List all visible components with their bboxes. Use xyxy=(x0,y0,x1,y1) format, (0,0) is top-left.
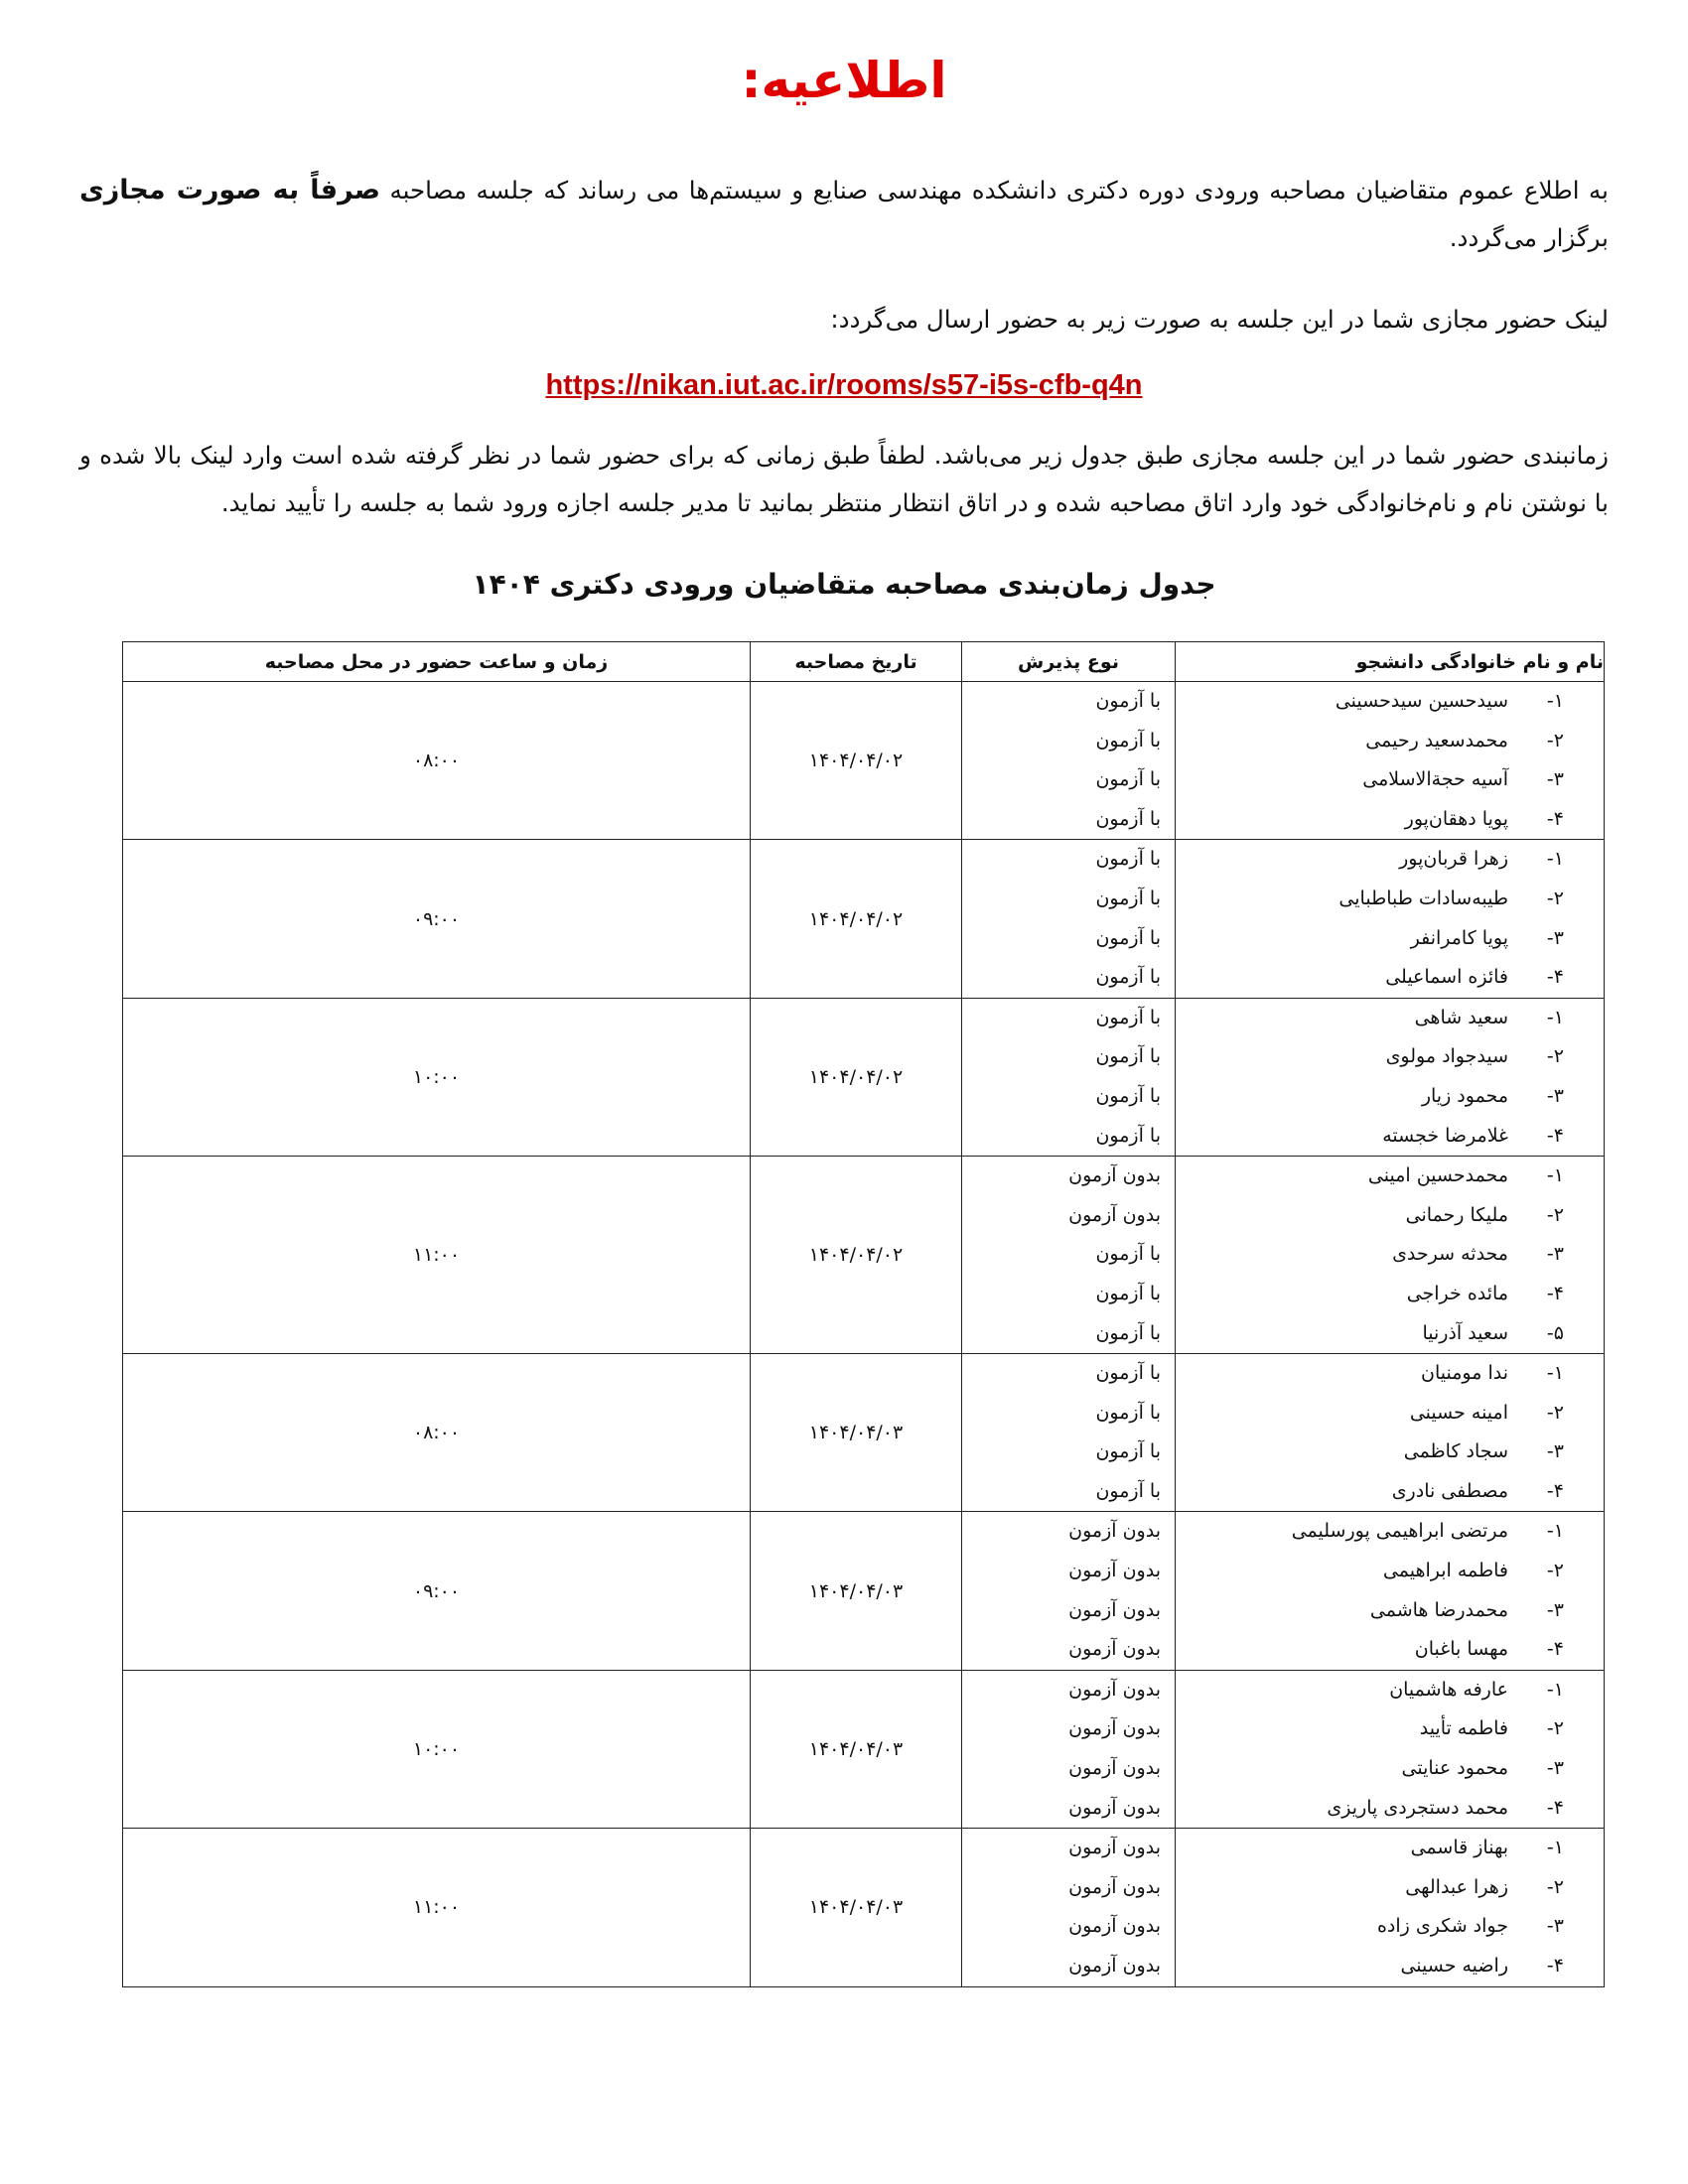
interview-date: ۱۴۰۴/۰۴/۰۲ xyxy=(751,998,962,1156)
table-row xyxy=(123,1157,1605,1354)
admission-type: با آزمون xyxy=(1095,1440,1161,1463)
interview-date: ۱۴۰۴/۰۴/۰۳ xyxy=(751,1670,962,1828)
student-name: مائده خراجی xyxy=(1406,1282,1508,1304)
student-name: جواد شکری زاده xyxy=(1376,1915,1508,1938)
admission-type: بدون آزمون xyxy=(1068,1164,1161,1187)
student-name: ملیکا رحمانی xyxy=(1405,1203,1508,1226)
student-number: ۱- xyxy=(1546,848,1564,871)
link-intro-paragraph: لینک حضور مجازی شما در این جلسه به صورت زیر به حضور ارسال می‌گردد: xyxy=(830,305,1609,334)
admission-types-cell xyxy=(962,1157,1176,1354)
student-entry xyxy=(1176,1630,1604,1670)
interview-date: ۱۴۰۴/۰۴/۰۲ xyxy=(751,1157,962,1354)
admission-type: با آزمون xyxy=(1095,926,1161,949)
admission-type: بدون آزمون xyxy=(1068,1757,1161,1780)
table-row xyxy=(123,682,1605,840)
student-name: سیدحسین سیدحسینی xyxy=(1335,690,1508,712)
notice-title: اطلاعیه: xyxy=(741,52,947,109)
student-entry xyxy=(1176,1275,1604,1314)
admission-types-cell xyxy=(962,1512,1176,1670)
interview-time: ۰۸:۰۰ xyxy=(123,682,751,840)
intro-emphasis: صرفاً به صورت مجازی xyxy=(79,175,380,205)
admission-type: با آزمون xyxy=(1095,1321,1161,1344)
student-number: ۴- xyxy=(1546,1282,1564,1304)
student-number: ۱- xyxy=(1546,1362,1564,1385)
admission-type: با آزمون xyxy=(1095,1243,1161,1266)
student-entry xyxy=(1176,840,1604,880)
student-name: محمدسعید رحیمی xyxy=(1365,729,1508,751)
student-number: ۳- xyxy=(1546,1598,1564,1621)
student-entry xyxy=(1176,1394,1604,1433)
student-name: مهسا باغبان xyxy=(1414,1638,1508,1661)
student-entry xyxy=(1176,1947,1604,1986)
student-entry xyxy=(1176,800,1604,840)
interview-date: ۱۴۰۴/۰۴/۰۳ xyxy=(751,1512,962,1670)
table-body xyxy=(123,682,1605,1987)
admission-type: بدون آزمون xyxy=(1068,1560,1161,1582)
student-name: فاطمه تأیید xyxy=(1419,1717,1508,1740)
student-entry xyxy=(1176,1037,1604,1077)
interview-time: ۱۱:۰۰ xyxy=(123,1829,751,1986)
student-entry xyxy=(1176,1157,1604,1196)
student-number: ۳- xyxy=(1546,768,1564,791)
student-number: ۲- xyxy=(1546,1560,1564,1582)
interview-date: ۱۴۰۴/۰۴/۰۳ xyxy=(751,1354,962,1512)
student-number: ۴- xyxy=(1546,1124,1564,1147)
admission-type: با آزمون xyxy=(1095,807,1161,830)
interview-time: ۱۰:۰۰ xyxy=(123,1670,751,1828)
interview-date: ۱۴۰۴/۰۴/۰۲ xyxy=(751,840,962,998)
student-number: ۱- xyxy=(1546,1006,1564,1028)
interview-time: ۰۹:۰۰ xyxy=(123,840,751,998)
admission-type: با آزمون xyxy=(1095,1401,1161,1424)
student-names-cell xyxy=(1176,682,1605,840)
student-entry xyxy=(1176,919,1604,959)
student-name: زهرا عبدالهی xyxy=(1405,1875,1508,1898)
admission-type: بدون آزمون xyxy=(1068,1520,1161,1543)
student-entry xyxy=(1176,999,1604,1038)
schedule-table-title: جدول زمان‌بندی مصاحبه متقاضیان ورودی دکتری ۱۴۰۴ xyxy=(472,568,1216,601)
student-number: ۲- xyxy=(1546,887,1564,909)
student-entry xyxy=(1176,1433,1604,1472)
student-names-cell xyxy=(1176,840,1605,998)
student-entry xyxy=(1176,722,1604,761)
student-names-cell xyxy=(1176,1829,1605,1986)
student-entry xyxy=(1176,1552,1604,1591)
student-entry xyxy=(1176,1196,1604,1236)
student-name: محمدرضا هاشمی xyxy=(1369,1598,1508,1621)
admission-types-cell xyxy=(962,840,1176,998)
student-name: راضیه حسینی xyxy=(1400,1955,1508,1977)
admission-type: با آزمون xyxy=(1095,768,1161,791)
student-names-cell xyxy=(1176,1157,1605,1354)
admission-type: بدون آزمون xyxy=(1068,1717,1161,1740)
student-number: ۱- xyxy=(1546,690,1564,712)
student-entry xyxy=(1176,1117,1604,1157)
student-names-cell xyxy=(1176,998,1605,1156)
admission-type: با آزمون xyxy=(1095,1282,1161,1304)
student-number: ۱- xyxy=(1546,1837,1564,1859)
student-entry xyxy=(1176,1671,1604,1710)
header-interview-time: زمان و ساعت حضور در محل مصاحبه xyxy=(123,642,751,682)
student-number: ۳- xyxy=(1546,1084,1564,1107)
table-row xyxy=(123,840,1605,998)
table-row xyxy=(123,1512,1605,1670)
intro-text-start: به اطلاع عموم متقاضیان مصاحبه ورودی دوره دکتری دانشکده مهندسی صنایع و سیستم‌ها می رساند که جلسه مصاحبه xyxy=(379,176,1609,205)
table-row xyxy=(123,1829,1605,1986)
student-names-cell xyxy=(1176,1354,1605,1512)
student-number: ۳- xyxy=(1546,1915,1564,1938)
student-name: محمود عنایتی xyxy=(1401,1757,1508,1780)
student-number: ۴- xyxy=(1546,1638,1564,1661)
student-name: مصطفی نادری xyxy=(1391,1479,1508,1502)
student-name: محمود زیار xyxy=(1421,1084,1508,1107)
student-entry xyxy=(1176,1591,1604,1631)
student-number: ۴- xyxy=(1546,807,1564,830)
student-name: امینه حسینی xyxy=(1409,1401,1508,1424)
student-number: ۳- xyxy=(1546,926,1564,949)
student-number: ۱- xyxy=(1546,1164,1564,1187)
intro-text-end: برگزار می‌گردد. xyxy=(1449,223,1609,252)
interview-date: ۱۴۰۴/۰۴/۰۲ xyxy=(751,682,962,840)
admission-type: بدون آزمون xyxy=(1068,1638,1161,1661)
admission-types-cell xyxy=(962,682,1176,840)
meeting-link[interactable]: https://nikan.iut.ac.ir/rooms/s57-i5s-cfb-q4n xyxy=(545,369,1143,401)
admission-type: بدون آزمون xyxy=(1068,1955,1161,1977)
interview-time: ۱۰:۰۰ xyxy=(123,998,751,1156)
student-number: ۲- xyxy=(1546,1875,1564,1898)
table-row xyxy=(123,1670,1605,1828)
student-number: ۴- xyxy=(1546,1955,1564,1977)
admission-types-cell xyxy=(962,998,1176,1156)
admission-type: بدون آزمون xyxy=(1068,1598,1161,1621)
admission-type: با آزمون xyxy=(1095,848,1161,871)
table-row xyxy=(123,1354,1605,1512)
student-name: محمد دستجردی پاریزی xyxy=(1327,1796,1508,1819)
student-names-cell xyxy=(1176,1512,1605,1670)
admission-types-cell xyxy=(962,1354,1176,1512)
student-name: فاطمه ابراهیمی xyxy=(1382,1560,1508,1582)
student-entry xyxy=(1176,1354,1604,1394)
student-number: ۲- xyxy=(1546,729,1564,751)
student-entry xyxy=(1176,1709,1604,1749)
admission-type: با آزمون xyxy=(1095,966,1161,989)
student-entry xyxy=(1176,958,1604,998)
student-number: ۴- xyxy=(1546,1796,1564,1819)
admission-type: بدون آزمون xyxy=(1068,1915,1161,1938)
student-number: ۲- xyxy=(1546,1045,1564,1068)
admission-type: با آزمون xyxy=(1095,1479,1161,1502)
student-entry xyxy=(1176,1868,1604,1908)
interview-time: ۰۸:۰۰ xyxy=(123,1354,751,1512)
table-row xyxy=(123,998,1605,1156)
admission-type: بدون آزمون xyxy=(1068,1796,1161,1819)
admission-type: با آزمون xyxy=(1095,1045,1161,1068)
admission-type: با آزمون xyxy=(1095,1124,1161,1147)
table-header-row xyxy=(123,642,1605,682)
student-name: ندا مومنیان xyxy=(1421,1362,1508,1385)
admission-types-cell xyxy=(962,1829,1176,1986)
student-name: غلامرضا خجسته xyxy=(1382,1124,1508,1147)
student-number: ۳- xyxy=(1546,1440,1564,1463)
admission-type: بدون آزمون xyxy=(1068,1837,1161,1859)
admission-type: بدون آزمون xyxy=(1068,1678,1161,1701)
student-entry xyxy=(1176,1314,1604,1354)
student-names-cell xyxy=(1176,1670,1605,1828)
student-entry xyxy=(1176,1907,1604,1947)
header-interview-date: تاریخ مصاحبه xyxy=(751,642,962,682)
student-number: ۴- xyxy=(1546,966,1564,989)
student-name: سیدجواد مولوی xyxy=(1385,1045,1508,1068)
student-entry xyxy=(1176,760,1604,800)
admission-type: بدون آزمون xyxy=(1068,1875,1161,1898)
student-number: ۲- xyxy=(1546,1401,1564,1424)
admission-type: با آزمون xyxy=(1095,729,1161,751)
student-entry xyxy=(1176,1235,1604,1275)
interview-time: ۰۹:۰۰ xyxy=(123,1512,751,1670)
interview-time: ۱۱:۰۰ xyxy=(123,1157,751,1354)
student-number: ۲- xyxy=(1546,1203,1564,1226)
admission-type: با آزمون xyxy=(1095,1084,1161,1107)
student-name: مرتضی ابراهیمی پورسلیمی xyxy=(1291,1520,1508,1543)
interview-date: ۱۴۰۴/۰۴/۰۳ xyxy=(751,1829,962,1986)
student-entry xyxy=(1176,1472,1604,1512)
student-entry xyxy=(1176,1077,1604,1117)
admission-type: با آزمون xyxy=(1095,690,1161,712)
student-name: سعید شاهی xyxy=(1414,1006,1508,1028)
student-entry xyxy=(1176,880,1604,919)
student-name: محدثه سرحدی xyxy=(1392,1243,1508,1266)
student-number: ۵- xyxy=(1546,1321,1564,1344)
student-entry xyxy=(1176,1789,1604,1829)
student-entry xyxy=(1176,682,1604,722)
student-entry xyxy=(1176,1749,1604,1789)
student-number: ۳- xyxy=(1546,1757,1564,1780)
student-entry xyxy=(1176,1829,1604,1868)
student-number: ۱- xyxy=(1546,1678,1564,1701)
admission-types-cell xyxy=(962,1670,1176,1828)
student-name: سعید آذرنیا xyxy=(1422,1321,1508,1344)
student-name: زهرا قربان‌پور xyxy=(1399,848,1508,871)
student-name: آسیه حجة‌الاسلامی xyxy=(1362,768,1508,791)
student-number: ۲- xyxy=(1546,1717,1564,1740)
student-name: عارفه هاشمیان xyxy=(1389,1678,1508,1701)
header-student-name: نام و نام خانوادگی دانشجو xyxy=(1176,642,1605,682)
student-number: ۴- xyxy=(1546,1479,1564,1502)
admission-type: با آزمون xyxy=(1095,1006,1161,1028)
student-number: ۳- xyxy=(1546,1243,1564,1266)
header-admission-type: نوع پذیرش xyxy=(962,642,1176,682)
student-entry xyxy=(1176,1512,1604,1552)
student-name: سجاد کاظمی xyxy=(1403,1440,1508,1463)
admission-type: با آزمون xyxy=(1095,887,1161,909)
student-name: پویا دهقان‌پور xyxy=(1404,807,1508,830)
admission-type: با آزمون xyxy=(1095,1362,1161,1385)
student-name: فائزه اسماعیلی xyxy=(1385,966,1508,989)
admission-type: بدون آزمون xyxy=(1068,1203,1161,1226)
student-name: محمدحسین امینی xyxy=(1367,1164,1508,1187)
schedule-instructions-paragraph: زمانبندی حضور شما در این جلسه مجازی طبق جدول زیر می‌باشد. لطفاً طبق زمانی که برای حضور شما در نظر گرفته شده است وارد لینک بالا شده و با نوشتن نام و نام‌خانوادگی خود وارد اتاق مصاحبه شده و در اتاق انتظار منتظر بمانید تا مدیر جلسه اجازه ورود شما به جلسه را تأیید نماید. xyxy=(79,441,1609,517)
intro-paragraph xyxy=(79,167,1609,262)
student-name: بهناز قاسمی xyxy=(1410,1837,1508,1859)
student-name: پویا کامرانفر xyxy=(1410,926,1508,949)
student-number: ۱- xyxy=(1546,1520,1564,1543)
schedule-table xyxy=(122,641,1605,1987)
student-name: طیبه‌سادات طباطبایی xyxy=(1338,887,1508,909)
